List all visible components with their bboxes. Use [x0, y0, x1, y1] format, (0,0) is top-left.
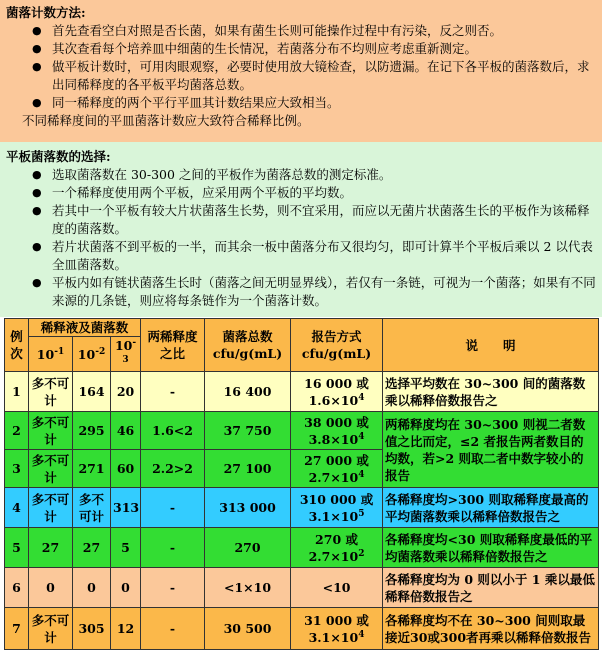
header-dilution-1: $10^{-1}$ — [29, 337, 73, 372]
header-dilution-2: $10^{-2}$ — [73, 337, 111, 372]
plate-selection-section — [0, 142, 602, 317]
table-row: 7 多不可计 305 12 - 30 500 31 000 或 $3.1\times 10^4$ 各稀释度均不在 30~300 间则取最接近30或300者再乘以稀释倍数报告 — [5, 608, 599, 650]
list-item: ● 首先查看空白对照是否长菌，如果有菌生长则可能操作过程中有污染，反之则否。 — [32, 23, 503, 38]
bullet-icon: ● — [32, 96, 42, 109]
row-description: 各稀释度均为 0 则以小于 1 乘以最低稀释倍数报告之 — [383, 568, 599, 608]
table-row: 1 多不可计 164 20 - 16 400 16 000 或 $1.6\times 10^4$ 选择平均数在 30~300 间的菌落数乘以稀释倍数报告之 — [5, 372, 599, 412]
section2-title: 平板菌落数的选择: — [6, 149, 111, 164]
row-description: 选择平均数在 30~300 间的菌落数乘以稀释倍数报告之 — [383, 372, 599, 412]
table-row: 3 多不可计 271 60 2.2>2 27 100 27 000 或 $2.7\times 10^4$ — [5, 450, 599, 488]
row-description: 各稀释度均<30 则取稀释度最低的平均菌落数乘以稀释倍数报告之 — [383, 528, 599, 568]
row-description: 两稀释度均在 30~300 则视二者数值之比而定，≤2 者报告两者数目的均数，若>2 则取二者中数字较小的报告 — [383, 412, 599, 488]
list-item: ● 其次查看每个培养皿中细菌的生长情况，若菌落分布不均则应考虑重新测定。 — [32, 41, 478, 56]
list-item: ● 做平板计数时，可用肉眼观察，必要时使用放大镜检查，以防遗漏。在记下各平板的菌落数后，求出同稀释度的各平板平均菌落总数。 — [32, 59, 590, 92]
header-total: 菌落总数 cfu/g(mL) — [205, 319, 291, 372]
header-no: 例次 — [5, 319, 29, 372]
table-row: 4 多不可计 多不可计 313 - 313 000 310 000 或 $3.1\times 10^5$ 各稀释度均>300 则取稀释度最高的平均菌落数乘以稀释倍数报告之 — [5, 488, 599, 528]
list-item: ● 若其中一个平板有较大片状菌落生长势，则不宜采用，而应以无菌片状菌落生长的平板作为该稀释度的菌落数。 — [32, 203, 590, 236]
table-row: 6 0 0 0 - <1×10 <10 各稀释度均为 0 则以小于 1 乘以最低稀释倍数报告之 — [5, 568, 599, 608]
bullet-icon: ● — [32, 276, 42, 289]
list-item: ● 同一稀释度的两个平行平皿其计数结果应大致相当。 — [32, 95, 340, 110]
header-dilution-3: $10^{-3}$ — [111, 337, 141, 372]
bullet-icon: ● — [32, 240, 42, 253]
header-desc: 说 明 — [383, 319, 599, 372]
list-item: ● 选取菌落数在 30-300 之间的平板作为菌落总数的测定标准。 — [32, 167, 392, 182]
list-item: ● 平板内如有链状菌落生长时（菌落之间无明显界线），若仅有一条链，可视为一个菌落；如果有不同来源的几条链，则应将每条链作为一个菌落计数。 — [32, 275, 596, 308]
colony-count-table — [4, 318, 599, 650]
header-report: 报告方式 cfu/g(mL) — [291, 319, 383, 372]
table-row: 5 27 27 5 - 270 270 或 $2.7\times 10^2$ 各稀释度均<30 则取稀释度最低的平均菌落数乘以稀释倍数报告之 — [5, 528, 599, 568]
section1-note: 不同稀释度间的平皿菌落计数应大致符合稀释比例。 — [22, 113, 310, 128]
bullet-icon: ● — [32, 60, 42, 73]
bullet-icon: ● — [32, 186, 42, 199]
bullet-icon: ● — [32, 42, 42, 55]
list-item: ● 若片状菌落不到平板的一半，而其余一板中菌落分布又很均匀，即可计算半个平板后乘以 2 以代表全皿菌落数。 — [32, 239, 593, 272]
table-header-row — [5, 319, 599, 337]
header-ratio: 两稀释度之比 — [141, 319, 205, 372]
section1-list — [6, 22, 596, 112]
table-row: 2 多不可计 295 46 1.6<2 37 750 38 000 或 $3.8\times 10^4$ 两稀释度均在 30~300 则视二者数值之比而定，≤2 者报告两者数目的均数，若>2 则取二者中数字较小的报告 — [5, 412, 599, 450]
row-description: 各稀释度均不在 30~300 间则取最接近30或300者再乘以稀释倍数报告 — [383, 608, 599, 650]
header-group: 稀释液及菌落数 — [29, 319, 141, 337]
section2-list — [6, 166, 596, 310]
bullet-icon: ● — [32, 168, 42, 181]
section1-title: 菌落计数方法: — [6, 5, 86, 20]
bullet-icon: ● — [32, 24, 42, 37]
list-item: ● 一个稀释度使用两个平板，应采用两个平板的平均数。 — [32, 185, 353, 200]
counting-method-section — [0, 0, 602, 142]
bullet-icon: ● — [32, 204, 42, 217]
row-description: 各稀释度均>300 则取稀释度最高的平均菌落数乘以稀释倍数报告之 — [383, 488, 599, 528]
